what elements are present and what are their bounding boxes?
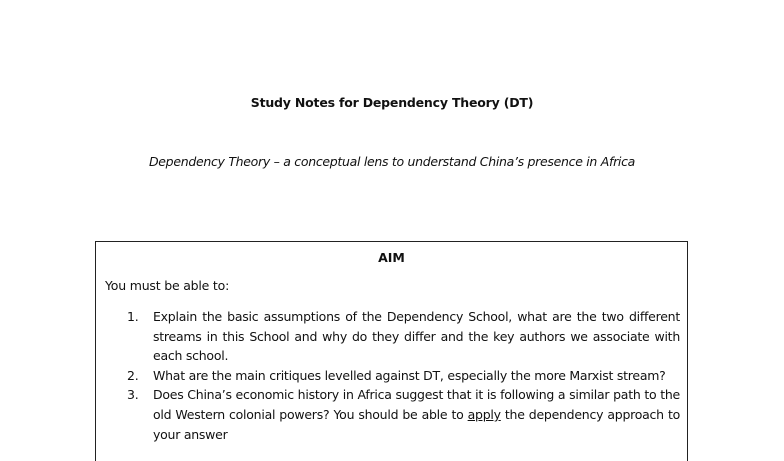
aim-item-text-before: Does China’s economic history in Africa suggest that it is following a similar path to the old Western colonial powers? You should be able to [153, 387, 680, 422]
aim-list-item [123, 385, 680, 444]
aim-intro: You must be able to: [105, 278, 230, 293]
aim-item-number: 1. [127, 309, 139, 324]
document-subtitle: Dependency Theory – a conceptual lens to understand China’s presence in Africa [148, 154, 636, 169]
aim-list [123, 307, 680, 444]
aim-item-text: What are the main critiques levelled against DT, especially the more Marxist stream? [153, 367, 666, 383]
aim-box [95, 241, 688, 461]
aim-item-underlined-word: apply [467, 406, 501, 422]
aim-list-item [123, 307, 680, 366]
aim-item-number: 3. [127, 387, 139, 403]
document-title: Study Notes for Dependency Theory (DT) [250, 95, 534, 110]
aim-heading: AIM [378, 250, 405, 265]
aim-item-text-after: the dependency approach to your answer [153, 406, 681, 442]
aim-item-text: Explain the basic assumptions of the Dependency School, what are the two different streams in this School and why do they differ and the key authors we associate with each school. [153, 309, 680, 364]
aim-item-number: 2. [127, 367, 139, 383]
aim-list-item [123, 366, 680, 386]
